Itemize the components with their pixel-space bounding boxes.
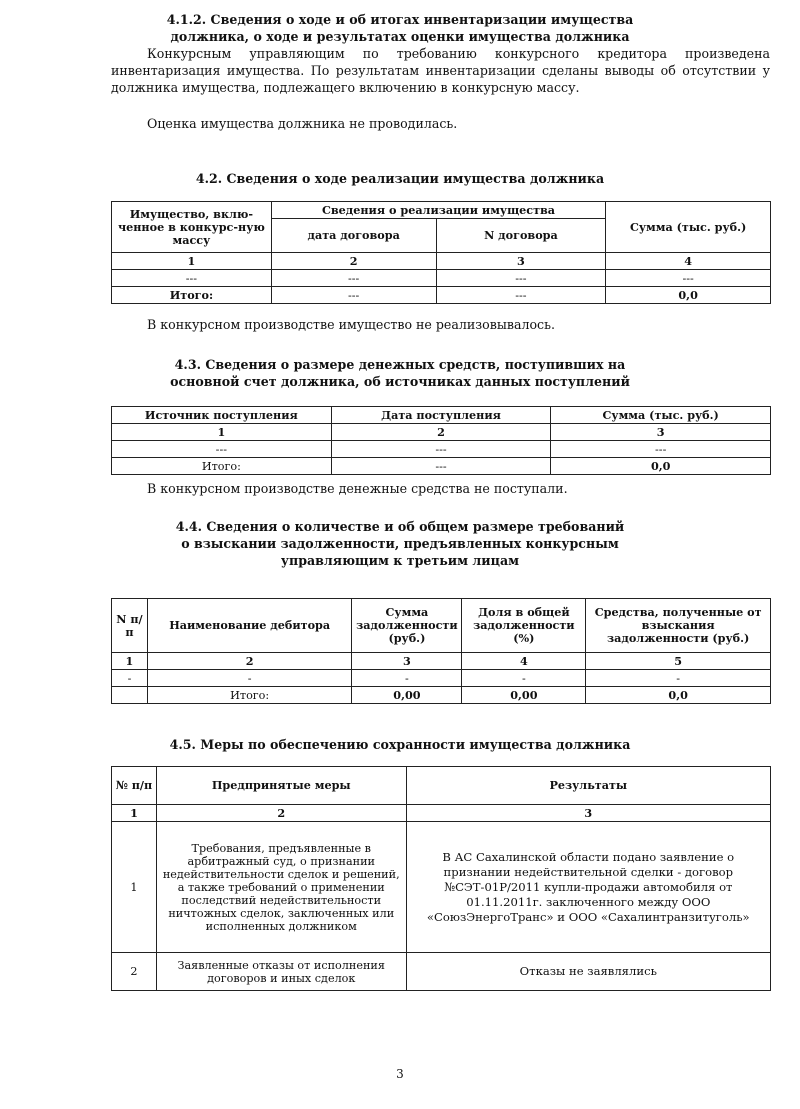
debtors-col-share-header: Доля в общей задолженности (%) xyxy=(462,599,586,653)
sale-col-date-header: дата договора xyxy=(271,219,436,253)
section-412-title xyxy=(100,11,700,45)
table-row: 1 2 3 4 xyxy=(112,253,771,270)
section-412-paragraph-2: Оценка имущества должника не проводилась. xyxy=(147,116,458,131)
measures-col-results-header: Результаты xyxy=(406,767,770,805)
debtors-col-name-header: Наименование дебитора xyxy=(147,599,352,653)
sale-col-property-header: Имущество, вклю-ченное в конкурс-ную массу xyxy=(112,202,272,253)
measures-table xyxy=(111,766,771,991)
debtors-col-recovered-header: Средства, полученные от взыскания задолженности (руб.) xyxy=(586,599,771,653)
section-412-paragraph: Конкурсным управляющим по требованию конкурсного кредитора произведена инвентаризация имущества. По результатам инвентаризации сделаны выводы об отсутствии у должника имущества, подлежащего включению в конкурсную массу. xyxy=(111,46,770,96)
debtors-col-num-header: N п/п xyxy=(112,599,148,653)
section-44-title-line2: о взыскании задолженности, предъявленных конкурсным xyxy=(181,536,619,551)
table-row: --- --- --- xyxy=(112,441,771,458)
debtors-table xyxy=(111,598,771,704)
section-43-title xyxy=(100,356,700,390)
sale-col-sum-header: Сумма (тыс. руб.) xyxy=(606,202,771,253)
table-row: 1 2 3 xyxy=(112,424,771,441)
table-row: 1 2 3 4 5 xyxy=(112,653,771,670)
table-row: - - - - - xyxy=(112,670,771,687)
funds-table xyxy=(111,406,771,475)
section-42-note: В конкурсном производстве имущество не реализовывалось. xyxy=(147,317,555,332)
table-row: 1 2 3 xyxy=(112,805,771,822)
page-number: 3 xyxy=(396,1067,404,1081)
funds-col-sum-header: Сумма (тыс. руб.) xyxy=(551,407,771,424)
table-row: --- --- --- --- xyxy=(112,270,771,287)
table-row: 2 Заявленные отказы от исполнения договоров и иных сделок Отказы не заявлялись xyxy=(112,953,771,991)
section-44-title-line3: управляющим к третьим лицам xyxy=(280,553,520,568)
measures-col-measures-header: Предпринятые меры xyxy=(156,767,406,805)
section-43-note: В конкурсном производстве денежные средства не поступали. xyxy=(147,481,568,496)
funds-col-date-header: Дата поступления xyxy=(331,407,551,424)
measures-col-num-header: № п/п xyxy=(112,767,157,805)
table-total-row: Итого: --- 0,0 xyxy=(112,458,771,475)
section-43-title-line1: 4.3. Сведения о размере денежных средств, поступивших на xyxy=(174,357,626,372)
debtors-col-debt-header: Сумма задолженности (руб.) xyxy=(352,599,462,653)
sale-col-number-header: N договора xyxy=(436,219,606,253)
table-row: 1 Требования, предъявленные в арбитражный суд, о признании недействительности сделок и решений, а также требований о применении последствий недействительности ничтожных сделок, заключенных или исполненных должником В АС Сахалинской области подано заявление о признании недействительной сделки - договор №СЭТ-01Р/2011 купли-продажи автомобиля от 01.11.2011г. заключенного между ООО «СоюзЭнергоТранс» и ООО «Сахалинтранзитуголь» xyxy=(112,822,771,953)
section-42-title: 4.2. Сведения о ходе реализации имущества должника xyxy=(195,171,605,186)
table-total-row: Итого: --- --- 0,0 xyxy=(112,287,771,304)
section-44-title xyxy=(100,518,700,569)
sale-table xyxy=(111,201,771,304)
section-45-title: 4.5. Меры по обеспечению сохранности имущества должника xyxy=(169,737,631,752)
section-412-title-line1: 4.1.2. Сведения о ходе и об итогах инвентаризации имущества xyxy=(166,12,634,27)
funds-col-source-header: Источник поступления xyxy=(112,407,332,424)
sale-group-header: Сведения о реализации имущества xyxy=(271,202,605,219)
table-total-row: Итого: 0,00 0,00 0,0 xyxy=(112,687,771,704)
section-44-title-line1: 4.4. Сведения о количестве и об общем размере требований xyxy=(175,519,625,534)
section-43-title-line2: основной счет должника, об источниках данных поступлений xyxy=(170,374,630,389)
section-412-title-line2: должника, о ходе и результатах оценки имущества должника xyxy=(170,29,630,44)
